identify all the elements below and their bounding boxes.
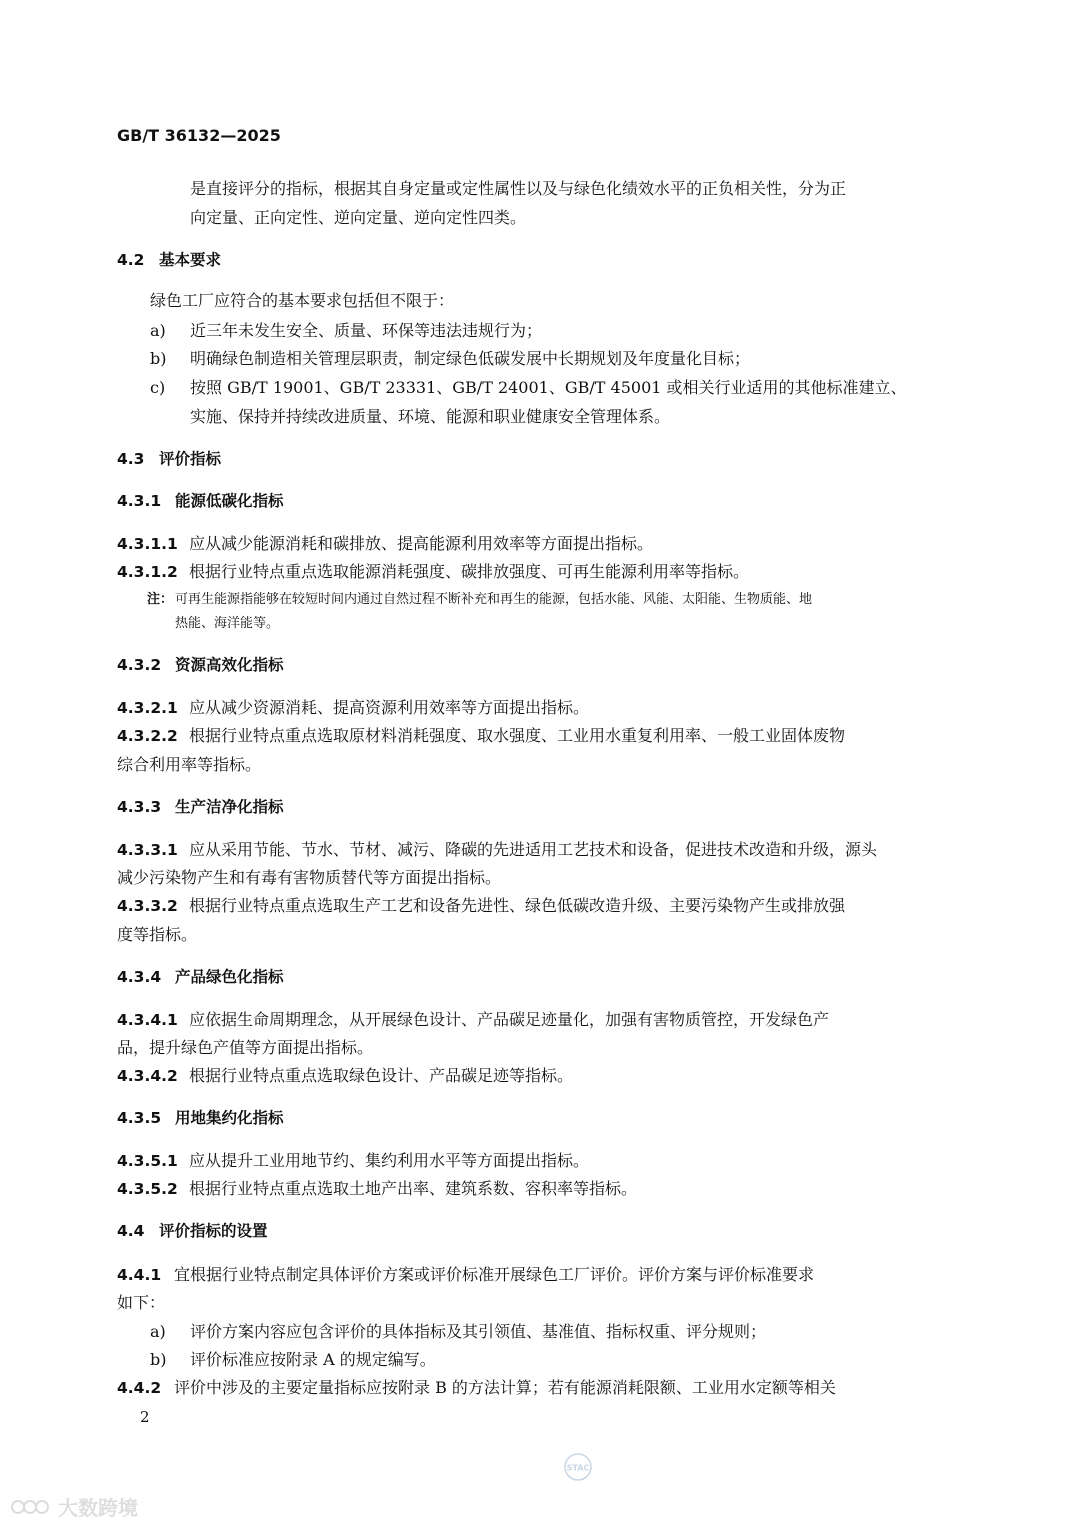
clause-number: 4.3.5.2 [117,1180,178,1198]
section-heading-4-2 [117,249,221,271]
clause-number: 4.3.4.2 [117,1067,178,1085]
clause [117,725,845,747]
clause [117,561,749,583]
list-text: 评价标准应按附录 A 的规定编写。 [190,1350,436,1369]
clause-number: 4.3.1.1 [117,535,178,553]
svg-text:STAC: STAC [566,1463,590,1473]
section-number: 4.3.2 [117,656,162,674]
section-number: 4.3.1 [117,492,162,510]
section-heading-4-3-2 [117,654,284,676]
clause-text: 评价中涉及的主要定量指标应按附录 B 的方法计算；若有能源消耗限额、工业用水定额等相关 [174,1378,836,1397]
clause-continuation: 如下： [117,1293,166,1312]
clause [117,895,845,917]
section-title: 用地集约化指标 [175,1109,284,1127]
list-text: 近三年未发生安全、质量、环保等违法违规行为； [190,321,543,340]
section-title: 产品绿色化指标 [175,968,284,986]
section-heading-4-3-3 [117,796,284,818]
clause-number: 4.4.1 [117,1266,162,1284]
stac-logo [563,1452,593,1482]
section-title: 评价指标的设置 [159,1222,268,1240]
section-number: 4.4 [117,1222,145,1240]
clause [117,1377,836,1399]
clause-continuation: 品，提升绿色产值等方面提出指标。 [117,1038,374,1057]
section-title: 生产洁净化指标 [175,798,284,816]
watermark-text: 大数跨境 [58,1496,138,1520]
list-label: b) [150,1350,167,1369]
list-item [150,1349,436,1371]
clause [117,839,877,861]
list-text: 明确绿色制造相关管理层职责，制定绿色低碳发展中长期规划及年度量化目标； [190,349,751,368]
clause-number: 4.3.2.2 [117,727,178,745]
section-number: 4.2 [117,251,145,269]
clause-text: 应从减少资源消耗、提高资源利用效率等方面提出指标。 [189,698,590,717]
clause-number: 4.3.1.2 [117,563,178,581]
note [147,590,812,610]
clause-text: 应从减少能源消耗和碳排放、提高能源利用效率等方面提出指标。 [189,534,654,553]
list-item [150,348,750,370]
clause-continuation: 度等指标。 [117,925,198,944]
list-item-continuation: 实施、保持并持续改进质量、环境、能源和职业健康安全管理体系。 [190,407,671,426]
clause-text: 根据行业特点重点选取土地产出率、建筑系数、容积率等指标。 [189,1179,638,1198]
section-heading-4-4 [117,1220,268,1242]
list-label: a) [150,1322,166,1341]
clause [117,697,589,719]
section-title: 资源高效化指标 [175,656,284,674]
paragraph-line: 向定量、正向定性、逆向定量、逆向定性四类。 [190,208,527,227]
clause-number: 4.4.2 [117,1379,162,1397]
clause-continuation: 综合利用率等指标。 [117,755,262,774]
clause-number: 4.3.3.1 [117,841,178,859]
list-text: 按照 GB/T 19001、GB/T 23331、GB/T 24001、GB/T 45001 或相关行业适用的其他标准建立、 [190,378,907,397]
clause-text: 根据行业特点重点选取原材料消耗强度、取水强度、工业用水重复利用率、一般工业固体废物 [189,726,846,745]
section-title: 评价指标 [159,450,222,468]
section-title: 能源低碳化指标 [175,492,284,510]
section-title: 基本要求 [159,251,222,269]
list-item [150,377,907,399]
clause [117,1264,814,1286]
clause [117,533,653,555]
clause-number: 4.3.3.2 [117,897,178,915]
clause-text: 根据行业特点重点选取绿色设计、产品碳足迹等指标。 [189,1066,574,1085]
clause [117,1065,573,1087]
section-heading-4-3-1 [117,490,284,512]
clause [117,1150,589,1172]
clause-text: 根据行业特点重点选取生产工艺和设备先进性、绿色低碳改造升级、主要污染物产生或排放强 [189,896,846,915]
clause [117,1009,829,1031]
list-label: a) [150,321,166,340]
clause-text: 应从提升工业用地节约、集约利用水平等方面提出指标。 [189,1151,590,1170]
note-label: 注： [147,592,174,607]
clause-number: 4.3.2.1 [117,699,178,717]
section-number: 4.3.4 [117,968,162,986]
watermark [10,1492,138,1521]
clause-number: 4.3.4.1 [117,1011,178,1029]
section-number: 4.3 [117,450,145,468]
section-heading-4-3-5 [117,1107,284,1129]
section-number: 4.3.5 [117,1109,162,1127]
list-label: b) [150,349,167,368]
note-continuation: 热能、海洋能等。 [175,616,280,631]
watermark-logo-icon [10,1496,52,1518]
clause-text: 根据行业特点重点选取能源消耗强度、碳排放强度、可再生能源利用率等指标。 [189,562,750,581]
list-item [150,1321,766,1343]
page-number: 2 [140,1408,150,1426]
list-label: c) [150,378,166,397]
note-text: 可再生能源指能够在较短时间内通过自然过程不断补充和再生的能源，包括水能、风能、太阳能、生物质能、地 [175,592,813,607]
clause-text: 宜根据行业特点制定具体评价方案或评价标准开展绿色工厂评价。评价方案与评价标准要求 [174,1265,815,1284]
clause-continuation: 减少污染物产生和有毒有害物质替代等方面提出指标。 [117,868,502,887]
section-heading-4-3-4 [117,966,284,988]
clause-text: 应从采用节能、节水、节材、减污、降碳的先进适用工艺技术和设备，促进技术改造和升级，源头 [189,840,878,859]
clause-number: 4.3.5.1 [117,1152,178,1170]
list-text: 评价方案内容应包含评价的具体指标及其引领值、基准值、指标权重、评分规则； [190,1322,767,1341]
clause [117,1178,637,1200]
paragraph-line: 是直接评分的指标，根据其自身定量或定性属性以及与绿色化绩效水平的正负相关性，分为正 [190,179,847,198]
paragraph-line: 绿色工厂应符合的基本要求包括但不限于： [150,291,455,310]
section-number: 4.3.3 [117,798,162,816]
section-heading-4-3 [117,448,221,470]
clause-text: 应依据生命周期理念，从开展绿色设计、产品碳足迹量化，加强有害物质管控，开发绿色产 [189,1010,830,1029]
standard-code: GB/T 36132—2025 [117,126,281,145]
list-item [150,320,542,342]
